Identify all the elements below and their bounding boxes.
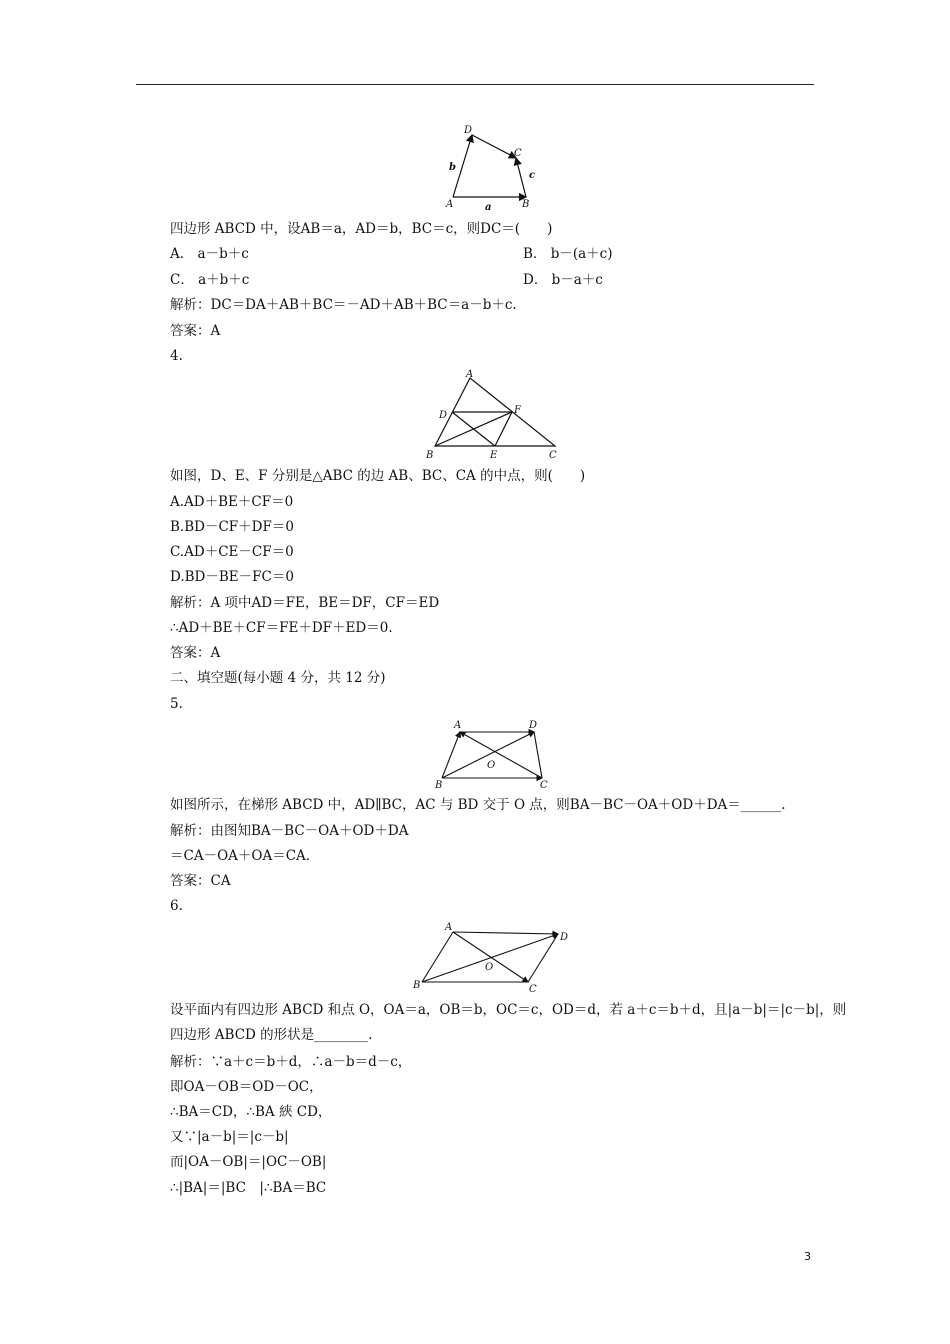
figure-trapezoid [430, 716, 555, 791]
q6-analysis-2: 即OA－OB＝OD－OC， [170, 1079, 323, 1095]
label-D: D [529, 720, 538, 731]
q5-analysis-1: 解析：由图知BA－BC－OA＋OD＋DA [170, 823, 409, 839]
figure-quadrilateral [440, 120, 540, 215]
label-A: A [454, 720, 462, 731]
label-C: C [514, 148, 522, 159]
label-c: c [529, 170, 536, 181]
label-a: a [485, 202, 492, 213]
q4-analysis-2: ∴AD＋BE＋CF＝FE＋DF＋ED＝0. [170, 620, 393, 636]
label-O: O [485, 962, 494, 973]
q6-analysis-1: 解析：∵a＋c＝b＋d，∴a－b＝d－c， [170, 1054, 412, 1070]
q4-option-b: B.BD－CF＋DF＝0 [170, 519, 294, 535]
label-C: C [540, 780, 548, 791]
q3-stem: 四边形 ABCD 中，设AB＝a，AD＝b，BC＝c，则DC＝( ) [170, 221, 553, 237]
q3-answer: 答案：A [170, 323, 221, 339]
q6-analysis-4: 又∵|a－b|＝|c－b| [170, 1129, 289, 1145]
q3-option-a: A． a－b＋c [170, 246, 249, 262]
label-D: D [560, 932, 569, 943]
q6-analysis-6: ∴|BA|＝|BC |∴BA＝BC [170, 1180, 327, 1196]
label-D: D [464, 125, 473, 136]
q4-stem: 如图，D、E、F 分别是△ABC 的边 AB、BC、CA 的中点，则( ) [170, 468, 586, 484]
label-A: A [446, 199, 454, 210]
label-O: O [487, 760, 496, 771]
q5-analysis-2: ＝CA－OA＋OA＝CA. [170, 848, 311, 864]
q4-option-d: D.BD－BE－FC＝0 [170, 569, 294, 585]
q4-option-c: C.AD＋CE－CF＝0 [170, 544, 294, 560]
label-D: D [439, 410, 448, 421]
label-B: B [522, 199, 530, 210]
label-B: B [413, 980, 421, 991]
label-C: C [529, 984, 537, 995]
q6-analysis-5: 而|OA－OB|＝|OC－OB| [170, 1154, 327, 1170]
q6-analysis-3: ∴BA＝CD，∴BA 綊 CD， [170, 1104, 332, 1120]
q4-answer: 答案：A [170, 645, 221, 661]
q4-analysis-1: 解析：A 项中AD＝FE，BE＝DF，CF＝ED [170, 595, 440, 611]
q3-option-d: D． b－a＋c [523, 272, 603, 288]
label-b: b [449, 162, 456, 173]
q3-option-b: B． b－(a＋c) [523, 246, 613, 262]
q4-option-a: A.AD＋BE＋CF＝0 [170, 494, 294, 510]
figure-parallelogram [408, 920, 578, 995]
q4-number: 4. [170, 348, 183, 364]
label-A: A [466, 369, 474, 380]
section-title-fill-in: 二、填空题(每小题 4 分，共 12 分) [170, 670, 386, 686]
label-B: B [435, 780, 443, 791]
header-rule [136, 84, 814, 85]
q5-stem: 如图所示，在梯形 ABCD 中，AD∥BC，AC 与 BD 交于 O 点，则BA－BC－OA＋OD＋DA＝______. [170, 797, 786, 813]
page-number: 3 [804, 1250, 811, 1263]
label-F: F [514, 405, 521, 416]
q5-answer: 答案：CA [170, 873, 231, 889]
figure-triangle-midpoints [420, 368, 570, 463]
q6-number: 6. [170, 898, 183, 914]
label-B: B [426, 450, 434, 461]
q6-stem: 设平面内有四边形 ABCD 和点 O，OA＝a，OB＝b，OC＝c，OD＝d，若 a＋c＝b＋d，且|a－b|＝|c－b|，则四边形 ABCD 的形状是________. [170, 1002, 847, 1043]
label-A: A [445, 922, 453, 933]
label-C: C [549, 450, 557, 461]
label-E: E [490, 450, 498, 461]
q5-number: 5. [170, 696, 183, 712]
q3-option-c: C． a＋b＋c [170, 272, 250, 288]
q3-analysis: 解析：DC＝DA＋AB＋BC＝－AD＋AB＋BC＝a－b＋c. [170, 297, 517, 313]
